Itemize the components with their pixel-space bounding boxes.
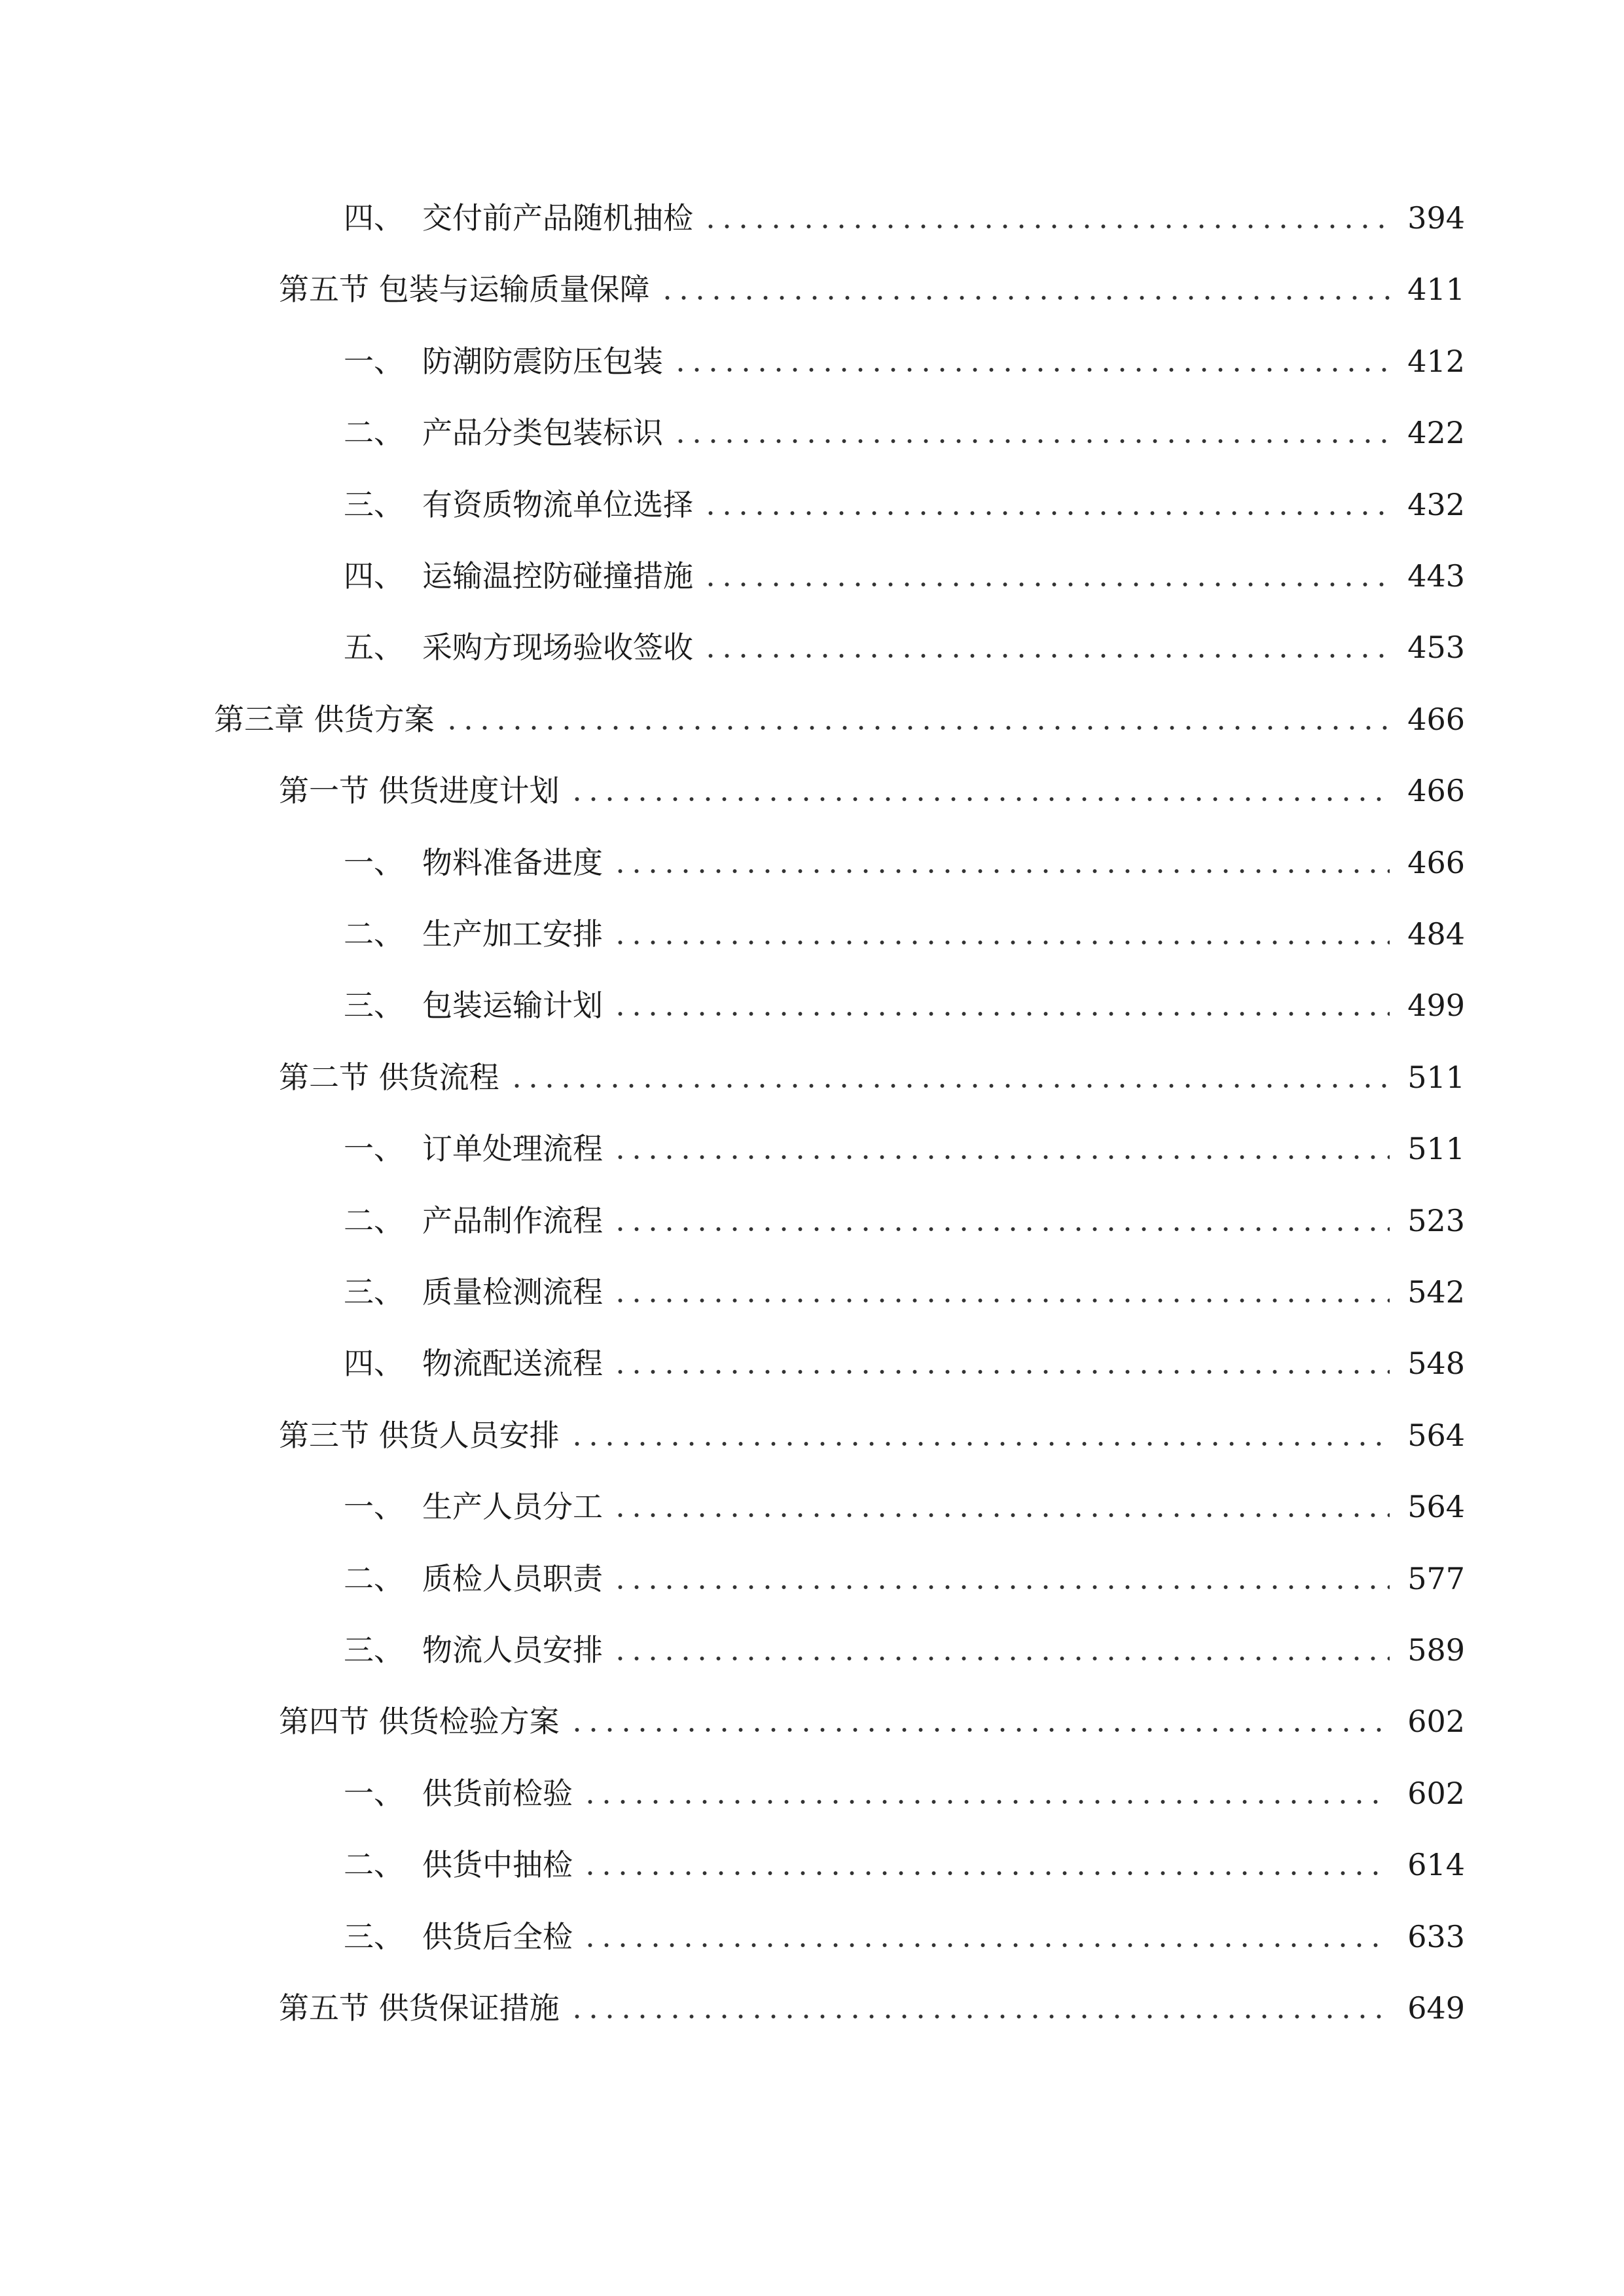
toc-entry-title: 采购方现场验收签收	[422, 630, 693, 666]
toc-entry-title: 质检人员职责	[422, 1560, 603, 1596]
toc-entry[interactable]	[0, 410, 1624, 456]
dot-leader	[702, 223, 1390, 230]
toc-entry-marker: 三、	[344, 486, 404, 522]
dot-leader	[569, 2013, 1390, 2020]
dot-leader	[569, 796, 1390, 802]
toc-entry[interactable]	[0, 1698, 1624, 1744]
toc-entry-marker: 四、	[344, 1346, 404, 1382]
toc-entry-marker: 一、	[344, 1131, 404, 1167]
toc-entry-title: 第五节 包装与运输质量保障	[279, 272, 650, 308]
toc-entry-marker: 三、	[344, 1274, 404, 1310]
toc-entry-page-number: 432	[1407, 486, 1465, 522]
toc-entry-title: 物流人员安排	[422, 1632, 603, 1668]
toc-entry[interactable]	[0, 1198, 1624, 1244]
toc-entry-page-number: 394	[1407, 200, 1465, 236]
toc-entry-page-number: 411	[1407, 272, 1465, 308]
toc-entry-page-number: 466	[1407, 844, 1465, 880]
toc-entry-title: 第二节 供货流程	[279, 1059, 499, 1095]
toc-entry-title: 物料准备进度	[422, 844, 603, 880]
toc-entry[interactable]	[0, 338, 1624, 384]
toc-entry-page-number: 484	[1407, 916, 1465, 952]
toc-entry-marker: 三、	[344, 1632, 404, 1668]
dot-leader	[612, 1512, 1390, 1518]
dot-leader	[582, 1799, 1390, 1805]
toc-entry-page-number: 602	[1407, 1775, 1465, 1811]
toc-entry-title: 供货后全检	[422, 1918, 573, 1954]
toc-entry-page-number: 564	[1407, 1489, 1465, 1525]
toc-entry[interactable]	[0, 195, 1624, 241]
toc-entry-page-number: 466	[1407, 773, 1465, 809]
dot-leader	[612, 868, 1390, 874]
dot-leader	[612, 1226, 1390, 1232]
dot-leader	[612, 1584, 1390, 1590]
toc-entry-page-number: 511	[1407, 1131, 1465, 1167]
toc-entry-title: 运输温控防碰撞措施	[422, 558, 693, 594]
dot-leader	[702, 510, 1390, 516]
dot-leader	[612, 1154, 1390, 1160]
toc-entry-title: 第四节 供货检验方案	[279, 1704, 560, 1740]
toc-entry-page-number: 542	[1407, 1274, 1465, 1310]
toc-entry-marker: 一、	[344, 1489, 404, 1525]
toc-entry-title: 交付前产品随机抽检	[422, 200, 693, 236]
dot-leader	[582, 1870, 1390, 1876]
toc-entry-marker: 三、	[344, 988, 404, 1024]
toc-entry-title: 防潮防震防压包装	[422, 343, 663, 379]
toc-entry-title: 供货中抽检	[422, 1847, 573, 1883]
dot-leader	[444, 725, 1390, 731]
dot-leader	[672, 367, 1390, 373]
toc-entry-title: 物流配送流程	[422, 1346, 603, 1382]
toc-entry[interactable]	[0, 624, 1624, 670]
dot-leader	[612, 1655, 1390, 1662]
toc-entry-page-number: 589	[1407, 1632, 1465, 1668]
toc-entry-title: 包装运输计划	[422, 988, 603, 1024]
dot-leader	[702, 581, 1390, 588]
toc-entry-marker: 二、	[344, 916, 404, 952]
toc-entry-title: 生产加工安排	[422, 916, 603, 952]
toc-entry-marker: 一、	[344, 844, 404, 880]
dot-leader	[582, 1942, 1390, 1948]
toc-entry-marker: 三、	[344, 1918, 404, 1954]
toc-entry[interactable]	[0, 1269, 1624, 1315]
toc-entry-marker: 五、	[344, 630, 404, 666]
toc-entry-title: 第三章 供货方案	[214, 701, 435, 737]
toc-entry-page-number: 523	[1407, 1202, 1465, 1238]
toc-entry-page-number: 602	[1407, 1704, 1465, 1740]
toc-entry-page-number: 577	[1407, 1560, 1465, 1596]
toc-entry[interactable]	[0, 1412, 1624, 1458]
toc-entry[interactable]	[0, 1985, 1624, 2031]
toc-entry[interactable]	[0, 1054, 1624, 1100]
toc-entry-page-number: 614	[1407, 1847, 1465, 1883]
toc-entry[interactable]	[0, 1126, 1624, 1172]
toc-entry-page-number: 422	[1407, 415, 1465, 451]
dot-leader	[612, 1297, 1390, 1304]
toc-entry[interactable]	[0, 1556, 1624, 1602]
toc-entry[interactable]	[0, 911, 1624, 957]
toc-entry-marker: 二、	[344, 1560, 404, 1596]
toc-entry-title: 第五节 供货保证措施	[279, 1990, 560, 2026]
toc-entry[interactable]	[0, 266, 1624, 312]
toc-entry-page-number: 633	[1407, 1918, 1465, 1954]
toc-entry[interactable]	[0, 1484, 1624, 1530]
toc-entry-page-number: 443	[1407, 558, 1465, 594]
toc-entry[interactable]	[0, 768, 1624, 814]
toc-entry-page-number: 564	[1407, 1417, 1465, 1453]
toc-entry[interactable]	[0, 1627, 1624, 1673]
toc-entry-title: 质量检测流程	[422, 1274, 603, 1310]
toc-entry-title: 生产人员分工	[422, 1489, 603, 1525]
toc-entry[interactable]	[0, 982, 1624, 1028]
toc-entry-title: 供货前检验	[422, 1775, 573, 1811]
dot-leader	[612, 939, 1390, 946]
dot-leader	[612, 1369, 1390, 1375]
toc-entry-marker: 一、	[344, 343, 404, 379]
toc-entry-page-number: 548	[1407, 1346, 1465, 1382]
toc-entry-title: 有资质物流单位选择	[422, 486, 693, 522]
toc-entry-marker: 四、	[344, 200, 404, 236]
dot-leader	[672, 438, 1390, 444]
toc-entry-marker: 四、	[344, 558, 404, 594]
dot-leader	[659, 295, 1390, 301]
toc-entry-title: 产品分类包装标识	[422, 415, 663, 451]
dot-leader	[569, 1441, 1390, 1447]
toc-entry-title: 订单处理流程	[422, 1131, 603, 1167]
dot-leader	[702, 653, 1390, 659]
toc-entry-page-number: 649	[1407, 1990, 1465, 2026]
toc-entry-page-number: 499	[1407, 988, 1465, 1024]
toc-entry-page-number: 511	[1407, 1059, 1465, 1095]
dot-leader	[509, 1083, 1390, 1089]
toc-entry-title: 产品制作流程	[422, 1202, 603, 1238]
toc-entry[interactable]	[0, 696, 1624, 742]
toc-entry[interactable]	[0, 1842, 1624, 1888]
toc-entry[interactable]	[0, 553, 1624, 599]
toc-entry-marker: 二、	[344, 1847, 404, 1883]
toc-entry-page-number: 453	[1407, 630, 1465, 666]
toc-entry-marker: 一、	[344, 1775, 404, 1811]
toc-entry-page-number: 466	[1407, 701, 1465, 737]
dot-leader	[612, 1011, 1390, 1017]
toc-entry[interactable]	[0, 1340, 1624, 1386]
toc-entry[interactable]	[0, 840, 1624, 886]
toc-entry-marker: 二、	[344, 415, 404, 451]
dot-leader	[569, 1727, 1390, 1733]
toc-entry[interactable]	[0, 1770, 1624, 1816]
toc-entry-marker: 二、	[344, 1202, 404, 1238]
toc-entry-page-number: 412	[1407, 343, 1465, 379]
toc-entry-title: 第一节 供货进度计划	[279, 773, 560, 809]
toc-entry[interactable]	[0, 1914, 1624, 1960]
toc-entry-title: 第三节 供货人员安排	[279, 1417, 560, 1453]
toc-entry[interactable]	[0, 482, 1624, 528]
